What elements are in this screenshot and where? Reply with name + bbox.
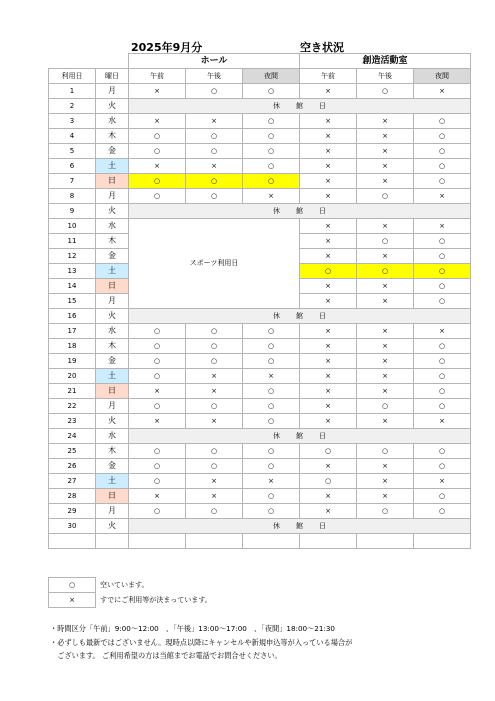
day-number: 23 bbox=[49, 414, 96, 429]
day-number: 10 bbox=[49, 219, 96, 234]
closed-day-label bbox=[129, 204, 471, 219]
hall-slot-mark: × bbox=[186, 474, 243, 489]
studio-slot-mark: × bbox=[300, 294, 357, 309]
hall-slot-mark: × bbox=[186, 369, 243, 384]
hall-slot-mark: ○ bbox=[186, 84, 243, 99]
studio-slot-mark: ○ bbox=[414, 129, 471, 144]
legend-open-text: 空いています。 bbox=[100, 581, 149, 589]
closed-char: 休 bbox=[273, 311, 280, 320]
studio-evening-header: 夜間 bbox=[414, 69, 471, 84]
legend-taken-symbol: × bbox=[49, 593, 96, 608]
day-number: 26 bbox=[49, 459, 96, 474]
weekday: 水 bbox=[96, 324, 129, 339]
weekday: 月 bbox=[96, 189, 129, 204]
weekday: 水 bbox=[96, 429, 129, 444]
closed-char: 館 bbox=[296, 311, 303, 320]
closed-day-label bbox=[129, 429, 471, 444]
hall-slot-mark: ○ bbox=[186, 339, 243, 354]
weekday: 火 bbox=[96, 309, 129, 324]
hall-slot-mark: ○ bbox=[129, 354, 186, 369]
blank-cell bbox=[49, 534, 96, 549]
studio-slot-mark: ○ bbox=[414, 159, 471, 174]
day-number: 13 bbox=[49, 264, 96, 279]
studio-slot-mark: × bbox=[300, 504, 357, 519]
hall-slot-mark: ○ bbox=[243, 489, 300, 504]
weekday: 日 bbox=[96, 174, 129, 189]
closed-day-label bbox=[129, 99, 471, 114]
studio-slot-mark: × bbox=[300, 489, 357, 504]
day-row bbox=[49, 144, 471, 159]
hall-slot-mark: ○ bbox=[243, 354, 300, 369]
blank-cell bbox=[243, 534, 300, 549]
hall-morning-header: 午前 bbox=[129, 69, 186, 84]
legend-open-symbol: ○ bbox=[49, 578, 96, 593]
studio-slot-mark: ○ bbox=[414, 459, 471, 474]
studio-slot-mark: × bbox=[357, 474, 414, 489]
day-number: 19 bbox=[49, 354, 96, 369]
studio-slot-mark: ○ bbox=[414, 369, 471, 384]
studio-slot-mark: ○ bbox=[357, 264, 414, 279]
studio-slot-mark: ○ bbox=[414, 294, 471, 309]
hall-slot-mark: ○ bbox=[243, 444, 300, 459]
weekday: 火 bbox=[96, 204, 129, 219]
studio-slot-mark: × bbox=[357, 339, 414, 354]
weekday: 金 bbox=[96, 144, 129, 159]
note-disclaimer: ・必ずしも最新ではございません。現時点以降にキャンセルや新規申込等が入っている場合が bbox=[50, 637, 353, 647]
closed-char: 館 bbox=[296, 101, 303, 110]
hall-evening-header: 夜間 bbox=[243, 69, 300, 84]
legend-taken-text: すでにご利用等が決まっています。 bbox=[100, 596, 212, 604]
hall-afternoon-header: 午後 bbox=[186, 69, 243, 84]
blank-cell bbox=[414, 534, 471, 549]
hall-slot-mark: ○ bbox=[129, 369, 186, 384]
day-row bbox=[49, 369, 471, 384]
hall-slot-mark: ○ bbox=[129, 144, 186, 159]
day-number: 1 bbox=[49, 84, 96, 99]
closed-day-row bbox=[49, 309, 471, 324]
studio-slot-mark: ○ bbox=[414, 144, 471, 159]
closed-day-label bbox=[129, 309, 471, 324]
studio-slot-mark: × bbox=[357, 324, 414, 339]
hall-slot-mark: ○ bbox=[243, 84, 300, 99]
weekday: 木 bbox=[96, 129, 129, 144]
header-blank bbox=[96, 54, 129, 69]
studio-slot-mark: ○ bbox=[357, 399, 414, 414]
studio-morning-header: 午前 bbox=[300, 69, 357, 84]
hall-slot-mark: × bbox=[129, 84, 186, 99]
studio-slot-mark: × bbox=[300, 249, 357, 264]
day-number: 24 bbox=[49, 429, 96, 444]
legend-row-open bbox=[49, 578, 401, 593]
hall-slot-mark: ○ bbox=[243, 414, 300, 429]
studio-slot-mark: ○ bbox=[414, 339, 471, 354]
blank-cell bbox=[129, 534, 186, 549]
note-contact: ございます。 ご利用希望の方は当館までお電話でお問合せください。 bbox=[50, 651, 282, 660]
hall-slot-mark: ○ bbox=[243, 129, 300, 144]
day-row bbox=[49, 399, 471, 414]
weekday: 木 bbox=[96, 234, 129, 249]
studio-slot-mark: ○ bbox=[414, 279, 471, 294]
hall-slot-mark: × bbox=[186, 384, 243, 399]
weekday: 火 bbox=[96, 519, 129, 534]
hall-slot-mark: ○ bbox=[129, 324, 186, 339]
studio-slot-mark: ○ bbox=[357, 504, 414, 519]
studio-slot-mark: × bbox=[357, 114, 414, 129]
studio-slot-mark: × bbox=[300, 114, 357, 129]
studio-slot-mark: × bbox=[300, 279, 357, 294]
weekday: 水 bbox=[96, 219, 129, 234]
hall-slot-mark: ○ bbox=[186, 174, 243, 189]
hall-slot-mark: ○ bbox=[186, 144, 243, 159]
weekday: 土 bbox=[96, 264, 129, 279]
closed-char: 休 bbox=[273, 521, 280, 530]
studio-slot-mark: ○ bbox=[414, 174, 471, 189]
hall-slot-mark: ○ bbox=[186, 399, 243, 414]
hall-slot-mark: × bbox=[129, 159, 186, 174]
hall-slot-mark: ○ bbox=[129, 444, 186, 459]
weekday: 火 bbox=[96, 99, 129, 114]
weekday: 土 bbox=[96, 159, 129, 174]
studio-slot-mark: × bbox=[414, 474, 471, 489]
studio-slot-mark: ○ bbox=[414, 489, 471, 504]
studio-slot-mark: × bbox=[300, 459, 357, 474]
studio-slot-mark: × bbox=[357, 129, 414, 144]
hall-slot-mark: × bbox=[186, 114, 243, 129]
blank-cell bbox=[186, 534, 243, 549]
hall-slot-mark: ○ bbox=[186, 504, 243, 519]
legend-row-taken bbox=[49, 593, 401, 608]
month-title: 2025年9月分 bbox=[131, 41, 203, 54]
closed-char: 館 bbox=[296, 206, 303, 215]
studio-slot-mark: ○ bbox=[300, 474, 357, 489]
hall-slot-mark: ○ bbox=[186, 459, 243, 474]
hall-slot-mark: ○ bbox=[129, 129, 186, 144]
hall-slot-mark: ○ bbox=[243, 459, 300, 474]
hall-slot-mark: ○ bbox=[186, 324, 243, 339]
day-row bbox=[49, 324, 471, 339]
studio-slot-mark: ○ bbox=[300, 264, 357, 279]
weekday: 月 bbox=[96, 294, 129, 309]
header-row-slots bbox=[49, 69, 471, 84]
day-row bbox=[49, 189, 471, 204]
day-row bbox=[49, 459, 471, 474]
day-number: 29 bbox=[49, 504, 96, 519]
studio-slot-mark: ○ bbox=[414, 264, 471, 279]
hall-slot-mark: ○ bbox=[243, 159, 300, 174]
hall-header: ホール bbox=[129, 54, 300, 69]
studio-slot-mark: × bbox=[357, 354, 414, 369]
studio-slot-mark: × bbox=[357, 174, 414, 189]
weekday: 金 bbox=[96, 249, 129, 264]
hall-slot-mark: ○ bbox=[243, 384, 300, 399]
studio-slot-mark: × bbox=[300, 414, 357, 429]
day-column-header: 利用日 bbox=[49, 69, 96, 84]
day-number: 6 bbox=[49, 159, 96, 174]
studio-slot-mark: × bbox=[357, 384, 414, 399]
day-row bbox=[49, 444, 471, 459]
studio-slot-mark: × bbox=[300, 174, 357, 189]
hall-slot-mark: ○ bbox=[129, 399, 186, 414]
hall-slot-mark: ○ bbox=[243, 144, 300, 159]
day-number: 14 bbox=[49, 279, 96, 294]
weekday: 土 bbox=[96, 474, 129, 489]
closed-char: 日 bbox=[319, 206, 326, 215]
day-row bbox=[49, 384, 471, 399]
day-number: 21 bbox=[49, 384, 96, 399]
day-number: 25 bbox=[49, 444, 96, 459]
day-row bbox=[49, 114, 471, 129]
day-row bbox=[49, 354, 471, 369]
hall-slot-mark: ○ bbox=[243, 114, 300, 129]
studio-slot-mark: × bbox=[357, 459, 414, 474]
blank-cell bbox=[300, 534, 357, 549]
closed-char: 休 bbox=[273, 431, 280, 440]
day-number: 12 bbox=[49, 249, 96, 264]
closed-char: 館 bbox=[296, 521, 303, 530]
day-number: 8 bbox=[49, 189, 96, 204]
weekday: 月 bbox=[96, 504, 129, 519]
hall-slot-mark: ○ bbox=[186, 129, 243, 144]
studio-slot-mark: ○ bbox=[414, 504, 471, 519]
day-number: 15 bbox=[49, 294, 96, 309]
day-number: 4 bbox=[49, 129, 96, 144]
studio-slot-mark: × bbox=[300, 399, 357, 414]
day-number: 5 bbox=[49, 144, 96, 159]
closed-char: 館 bbox=[296, 431, 303, 440]
sports-use-label: スポーツ利用日 bbox=[129, 219, 300, 309]
weekday: 木 bbox=[96, 444, 129, 459]
blank-cell bbox=[96, 534, 129, 549]
day-number: 9 bbox=[49, 204, 96, 219]
studio-slot-mark: × bbox=[300, 144, 357, 159]
studio-slot-mark: × bbox=[414, 324, 471, 339]
closed-char: 休 bbox=[273, 206, 280, 215]
weekday: 土 bbox=[96, 369, 129, 384]
studio-slot-mark: × bbox=[357, 219, 414, 234]
header-blank bbox=[49, 54, 96, 69]
notes bbox=[50, 622, 352, 663]
studio-slot-mark: ○ bbox=[357, 444, 414, 459]
weekday: 火 bbox=[96, 414, 129, 429]
closed-day-row bbox=[49, 99, 471, 114]
day-row bbox=[49, 174, 471, 189]
studio-slot-mark: ○ bbox=[414, 444, 471, 459]
closed-day-row bbox=[49, 204, 471, 219]
day-number: 28 bbox=[49, 489, 96, 504]
studio-slot-mark: × bbox=[357, 294, 414, 309]
weekday: 日 bbox=[96, 279, 129, 294]
studio-slot-mark: × bbox=[300, 129, 357, 144]
day-number: 2 bbox=[49, 99, 96, 114]
studio-slot-mark: × bbox=[414, 414, 471, 429]
day-number: 17 bbox=[49, 324, 96, 339]
header-row-facilities bbox=[49, 54, 471, 69]
studio-header: 創造活動室 bbox=[300, 54, 471, 69]
weekday: 水 bbox=[96, 114, 129, 129]
closed-char: 日 bbox=[319, 101, 326, 110]
hall-slot-mark: × bbox=[243, 474, 300, 489]
hall-slot-mark: ○ bbox=[186, 189, 243, 204]
studio-slot-mark: × bbox=[300, 219, 357, 234]
closed-char: 休 bbox=[273, 101, 280, 110]
day-row bbox=[49, 159, 471, 174]
day-number: 11 bbox=[49, 234, 96, 249]
studio-slot-mark: × bbox=[300, 339, 357, 354]
studio-slot-mark: × bbox=[414, 189, 471, 204]
day-number: 16 bbox=[49, 309, 96, 324]
hall-slot-mark: × bbox=[186, 414, 243, 429]
blank-cell bbox=[357, 534, 414, 549]
hall-slot-mark: ○ bbox=[129, 459, 186, 474]
studio-slot-mark: × bbox=[300, 159, 357, 174]
hall-slot-mark: ○ bbox=[129, 504, 186, 519]
studio-slot-mark: × bbox=[357, 159, 414, 174]
studio-slot-mark: ○ bbox=[414, 114, 471, 129]
day-number: 7 bbox=[49, 174, 96, 189]
weekday: 日 bbox=[96, 384, 129, 399]
hall-slot-mark: ○ bbox=[129, 174, 186, 189]
note-time-slots: ・時間区分「午前」9:00～12:00 、「午後」13:00～17:00 、「夜間」18:00～21:30 bbox=[50, 624, 336, 633]
hall-slot-mark: × bbox=[186, 159, 243, 174]
day-row bbox=[49, 129, 471, 144]
hall-slot-mark: ○ bbox=[243, 174, 300, 189]
closed-char: 日 bbox=[319, 521, 326, 530]
studio-slot-mark: ○ bbox=[414, 384, 471, 399]
hall-slot-mark: ○ bbox=[243, 399, 300, 414]
weekday: 金 bbox=[96, 354, 129, 369]
day-number: 27 bbox=[49, 474, 96, 489]
studio-slot-mark: × bbox=[300, 234, 357, 249]
weekday: 月 bbox=[96, 399, 129, 414]
hall-slot-mark: × bbox=[243, 189, 300, 204]
hall-slot-mark: × bbox=[186, 489, 243, 504]
status-title: 空き状況 bbox=[300, 41, 344, 54]
day-row bbox=[49, 339, 471, 354]
studio-slot-mark: × bbox=[300, 384, 357, 399]
studio-slot-mark: × bbox=[357, 249, 414, 264]
studio-slot-mark: × bbox=[300, 354, 357, 369]
hall-slot-mark: × bbox=[243, 369, 300, 384]
weekday-column-header: 曜日 bbox=[96, 69, 129, 84]
studio-slot-mark: × bbox=[414, 84, 471, 99]
studio-slot-mark: × bbox=[414, 219, 471, 234]
weekday: 木 bbox=[96, 339, 129, 354]
hall-slot-mark: × bbox=[129, 114, 186, 129]
day-row bbox=[49, 504, 471, 519]
hall-slot-mark: × bbox=[129, 414, 186, 429]
closed-day-row bbox=[49, 429, 471, 444]
studio-slot-mark: × bbox=[357, 144, 414, 159]
studio-slot-mark: × bbox=[300, 84, 357, 99]
studio-slot-mark: ○ bbox=[357, 84, 414, 99]
hall-slot-mark: ○ bbox=[186, 444, 243, 459]
studio-afternoon-header: 午後 bbox=[357, 69, 414, 84]
studio-slot-mark: ○ bbox=[414, 234, 471, 249]
day-row bbox=[49, 474, 471, 489]
blank-row bbox=[49, 534, 471, 549]
day-number: 20 bbox=[49, 369, 96, 384]
studio-slot-mark: × bbox=[357, 489, 414, 504]
day-number: 3 bbox=[49, 114, 96, 129]
studio-slot-mark: ○ bbox=[300, 444, 357, 459]
studio-slot-mark: × bbox=[357, 414, 414, 429]
studio-slot-mark: × bbox=[300, 369, 357, 384]
studio-slot-mark: ○ bbox=[414, 249, 471, 264]
studio-slot-mark: ○ bbox=[414, 399, 471, 414]
legend bbox=[48, 577, 401, 608]
day-row bbox=[49, 414, 471, 429]
hall-slot-mark: ○ bbox=[243, 339, 300, 354]
hall-slot-mark: ○ bbox=[129, 339, 186, 354]
hall-slot-mark: ○ bbox=[243, 324, 300, 339]
studio-slot-mark: ○ bbox=[414, 354, 471, 369]
studio-slot-mark: × bbox=[357, 279, 414, 294]
hall-slot-mark: ○ bbox=[186, 354, 243, 369]
day-number: 22 bbox=[49, 399, 96, 414]
closed-day-row bbox=[49, 519, 471, 534]
studio-slot-mark: ○ bbox=[357, 234, 414, 249]
studio-slot-mark: ○ bbox=[357, 189, 414, 204]
hall-slot-mark: ○ bbox=[129, 474, 186, 489]
closed-char: 日 bbox=[319, 311, 326, 320]
weekday: 金 bbox=[96, 459, 129, 474]
day-number: 18 bbox=[49, 339, 96, 354]
hall-slot-mark: ○ bbox=[243, 504, 300, 519]
availability-table bbox=[48, 53, 471, 549]
hall-slot-mark: × bbox=[129, 384, 186, 399]
studio-slot-mark: × bbox=[357, 369, 414, 384]
hall-slot-mark: × bbox=[129, 489, 186, 504]
weekday: 日 bbox=[96, 489, 129, 504]
day-row bbox=[49, 84, 471, 99]
studio-slot-mark: × bbox=[300, 324, 357, 339]
day-row bbox=[49, 219, 471, 234]
day-number: 30 bbox=[49, 519, 96, 534]
weekday: 月 bbox=[96, 84, 129, 99]
hall-slot-mark: ○ bbox=[129, 189, 186, 204]
closed-char: 日 bbox=[319, 431, 326, 440]
day-row bbox=[49, 489, 471, 504]
studio-slot-mark: × bbox=[300, 189, 357, 204]
closed-day-label bbox=[129, 519, 471, 534]
